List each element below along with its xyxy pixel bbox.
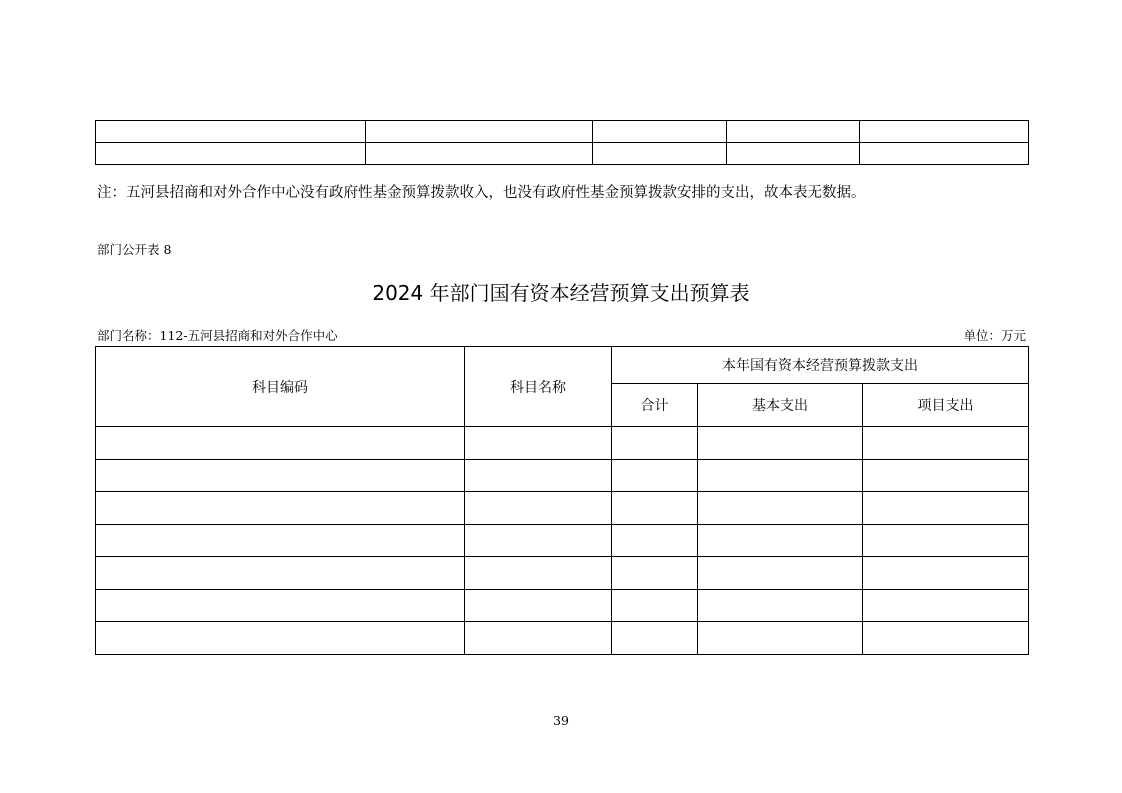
table-cell bbox=[96, 524, 465, 557]
header-subject-name: 科目名称 bbox=[465, 347, 612, 427]
table-cell bbox=[612, 557, 698, 590]
budget-table bbox=[95, 346, 1029, 655]
table-row bbox=[96, 427, 1029, 460]
page-number: 39 bbox=[553, 713, 569, 728]
table-cell bbox=[698, 427, 863, 460]
table-row bbox=[96, 121, 1029, 143]
header-subject-code: 科目编码 bbox=[96, 347, 465, 427]
table-cell bbox=[366, 143, 593, 165]
header-total: 合计 bbox=[612, 384, 698, 427]
note-text: 注：五河县招商和对外合作中心没有政府性基金预算拨款收入，也没有政府性基金预算拨款安排的支出，故本表无数据。 bbox=[97, 185, 866, 201]
table-cell bbox=[96, 143, 366, 165]
table-cell bbox=[96, 622, 465, 655]
table-row bbox=[96, 492, 1029, 525]
table-cell bbox=[593, 121, 727, 143]
table-row bbox=[96, 622, 1029, 655]
page-title: 2024 年部门国有资本经营预算支出预算表 bbox=[372, 281, 750, 305]
table-cell bbox=[863, 427, 1029, 460]
table-cell bbox=[612, 589, 698, 622]
table-cell bbox=[698, 459, 863, 492]
table-number: 部门公开表 8 bbox=[97, 242, 172, 257]
header-basic: 基本支出 bbox=[698, 384, 863, 427]
table-cell bbox=[465, 622, 612, 655]
table-cell bbox=[860, 143, 1029, 165]
header-group: 本年国有资本经营预算拨款支出 bbox=[612, 347, 1029, 384]
table-cell bbox=[465, 524, 612, 557]
table-cell bbox=[698, 589, 863, 622]
table-cell bbox=[698, 622, 863, 655]
table-cell bbox=[612, 427, 698, 460]
table-cell bbox=[96, 121, 366, 143]
table-cell bbox=[860, 121, 1029, 143]
table-cell bbox=[863, 589, 1029, 622]
table-cell bbox=[465, 427, 612, 460]
table-cell bbox=[612, 524, 698, 557]
table-cell bbox=[863, 524, 1029, 557]
table-cell bbox=[863, 622, 1029, 655]
table-cell bbox=[465, 492, 612, 525]
table-cell bbox=[863, 492, 1029, 525]
table-row bbox=[96, 524, 1029, 557]
table-cell bbox=[96, 459, 465, 492]
table-cell bbox=[698, 557, 863, 590]
header-project: 项目支出 bbox=[863, 384, 1029, 427]
unit-label: 单位：万元 bbox=[963, 328, 1026, 343]
table-cell bbox=[727, 121, 860, 143]
table-cell bbox=[727, 143, 860, 165]
table-cell bbox=[698, 524, 863, 557]
table-row bbox=[96, 143, 1029, 165]
table-cell bbox=[612, 492, 698, 525]
table-cell bbox=[96, 589, 465, 622]
previous-table-tail bbox=[95, 120, 1029, 165]
table-header-row bbox=[96, 347, 1029, 384]
table-row bbox=[96, 557, 1029, 590]
department-name: 部门名称：112-五河县招商和对外合作中心 bbox=[97, 328, 338, 343]
table-cell bbox=[612, 459, 698, 492]
table-cell bbox=[593, 143, 727, 165]
table-cell bbox=[863, 557, 1029, 590]
table-row bbox=[96, 459, 1029, 492]
table-cell bbox=[465, 557, 612, 590]
table-row bbox=[96, 589, 1029, 622]
table-cell bbox=[698, 492, 863, 525]
table-cell bbox=[612, 622, 698, 655]
table-cell bbox=[96, 557, 465, 590]
table-cell bbox=[96, 492, 465, 525]
table-cell bbox=[863, 459, 1029, 492]
table-cell bbox=[465, 589, 612, 622]
table-cell bbox=[366, 121, 593, 143]
table-cell bbox=[465, 459, 612, 492]
table-cell bbox=[96, 427, 465, 460]
